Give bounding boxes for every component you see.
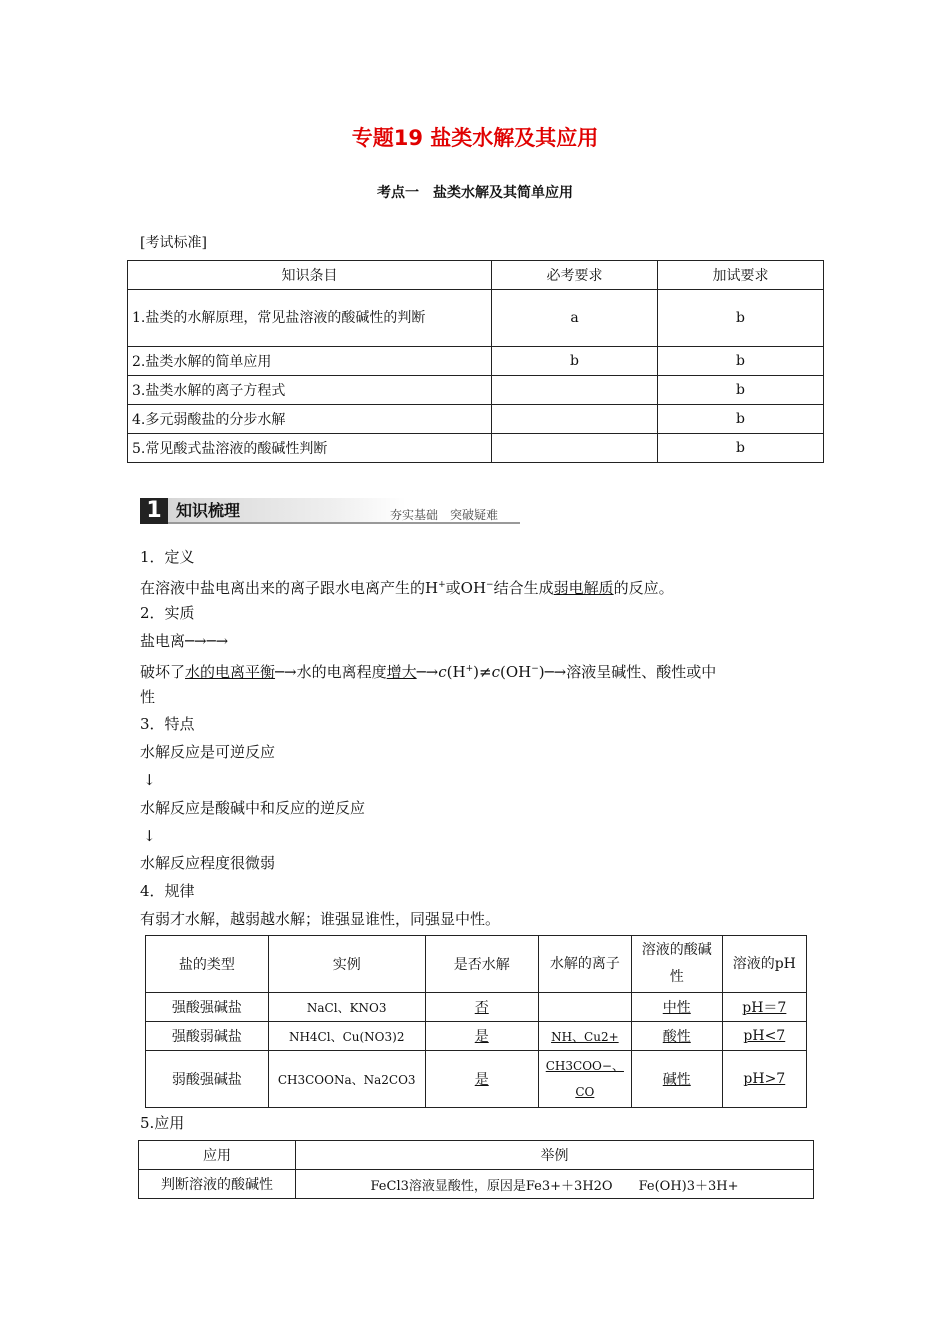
extra-cell: b (658, 347, 824, 376)
ph-cell: pH>7 (722, 1051, 806, 1108)
banner-label: 知识梳理 (168, 498, 406, 524)
ions-cell (538, 993, 631, 1022)
ions-cell: CH3COO−、CO (538, 1051, 631, 1108)
req-cell (492, 376, 658, 405)
header-cell: 应用 (139, 1141, 296, 1170)
header-cell: 举例 (296, 1141, 814, 1170)
hydrolyze-cell: 是 (425, 1051, 538, 1108)
header-cell: 是否水解 (425, 936, 538, 993)
table-header-row (146, 936, 807, 993)
banner-slogan: 夯实基础 突破疑难 (390, 508, 499, 522)
essence-line: 破坏了水的电离平衡─→水的电离程度增大─→c(H+)≠c(OH−)─→溶液呈碱性、酸性或中 (140, 663, 717, 681)
req-cell: a (492, 290, 658, 347)
hydrolysis-rule-table (145, 935, 807, 1108)
example-cell: NH4Cl、Cu(NO3)2 (268, 1022, 425, 1051)
type-cell: 弱酸强碱盐 (146, 1051, 269, 1108)
type-cell: 强酸强碱盐 (146, 993, 269, 1022)
section-heading: 2．实质 (140, 604, 195, 622)
acidity-cell: 中性 (631, 993, 722, 1022)
banner-number: 1 (140, 498, 168, 524)
underlined-answer: 弱电解质 (553, 579, 614, 597)
ions-cell: NH、Cu2+ (538, 1022, 631, 1051)
application-table (138, 1140, 814, 1199)
type-cell: 强酸弱碱盐 (146, 1022, 269, 1051)
header-cell: 盐的类型 (146, 936, 269, 993)
underlined-answer: 增大 (386, 663, 417, 681)
definition-text: 在溶液中盐电离出来的离子跟水电离产生的H+或OH−结合生成弱电解质的反应。 (140, 579, 674, 597)
example-cell: FeCl3溶液显酸性，原因是Fe3+＋3H2O Fe(OH)3＋3H+ (296, 1170, 814, 1199)
hydrolyze-cell: 否 (425, 993, 538, 1022)
table-row (146, 993, 807, 1022)
table-row (146, 1051, 807, 1108)
table-row (128, 347, 824, 376)
exam-standard-label: [考试标准] (140, 235, 207, 251)
acidity-cell: 酸性 (631, 1022, 722, 1051)
section-heading: 4．规律 (140, 882, 195, 900)
ph-cell: pH＝7 (722, 993, 806, 1022)
extra-cell: b (658, 434, 824, 463)
acidity-cell: 碱性 (631, 1051, 722, 1108)
section-heading: 3．特点 (140, 715, 195, 733)
table-row (139, 1170, 814, 1199)
section-subtitle: 考点一 盐类水解及其简单应用 (377, 185, 573, 201)
rule-text: 有弱才水解，越弱越水解；谁强显谁性，同强显中性。 (140, 910, 501, 928)
header-cell: 溶液的pH (722, 936, 806, 993)
req-cell: b (492, 347, 658, 376)
feature-line: 水解反应是可逆反应 (140, 743, 276, 761)
section-heading: 1．定义 (140, 548, 195, 566)
req-cell (492, 405, 658, 434)
header-cell: 实例 (268, 936, 425, 993)
extra-cell: b (658, 376, 824, 405)
table-row (146, 1022, 807, 1051)
hydrolyze-cell: 是 (425, 1022, 538, 1051)
item-cell: 1.盐类的水解原理，常见盐溶液的酸碱性的判断 (128, 290, 492, 347)
underlined-answer: 水的电离平衡 (185, 663, 276, 681)
table-row (128, 405, 824, 434)
table-header-row (128, 261, 824, 290)
table-row (128, 290, 824, 347)
req-cell (492, 434, 658, 463)
table-row (128, 434, 824, 463)
exam-standard-table (127, 260, 824, 463)
section-heading: 5.应用 (140, 1114, 185, 1132)
extra-cell: b (658, 290, 824, 347)
item-cell: 3.盐类水解的离子方程式 (128, 376, 492, 405)
down-arrow-icon: ↓ (143, 771, 156, 789)
extra-cell: b (658, 405, 824, 434)
example-cell: NaCl、KNO3 (268, 993, 425, 1022)
feature-line: 水解反应程度很微弱 (140, 854, 276, 872)
item-cell: 2.盐类水解的简单应用 (128, 347, 492, 376)
header-cell: 知识条目 (128, 261, 492, 290)
header-cell: 水解的离子 (538, 936, 631, 993)
item-cell: 5.常见酸式盐溶液的酸碱性判断 (128, 434, 492, 463)
header-cell: 加试要求 (658, 261, 824, 290)
example-cell: CH3COONa、Na2CO3 (268, 1051, 425, 1108)
essence-line: 性 (140, 688, 156, 706)
table-header-row (139, 1141, 814, 1170)
essence-line: 盐电离─→─→ (140, 632, 229, 650)
header-cell: 必考要求 (492, 261, 658, 290)
app-cell: 判断溶液的酸碱性 (139, 1170, 296, 1199)
down-arrow-icon: ↓ (143, 827, 156, 845)
knowledge-banner (140, 498, 520, 526)
feature-line: 水解反应是酸碱中和反应的逆反应 (140, 799, 366, 817)
item-cell: 4.多元弱酸盐的分步水解 (128, 405, 492, 434)
header-cell: 溶液的酸碱性 (631, 936, 722, 993)
ph-cell: pH<7 (722, 1022, 806, 1051)
table-row (128, 376, 824, 405)
page-title: 专题19 盐类水解及其应用 (351, 126, 599, 150)
